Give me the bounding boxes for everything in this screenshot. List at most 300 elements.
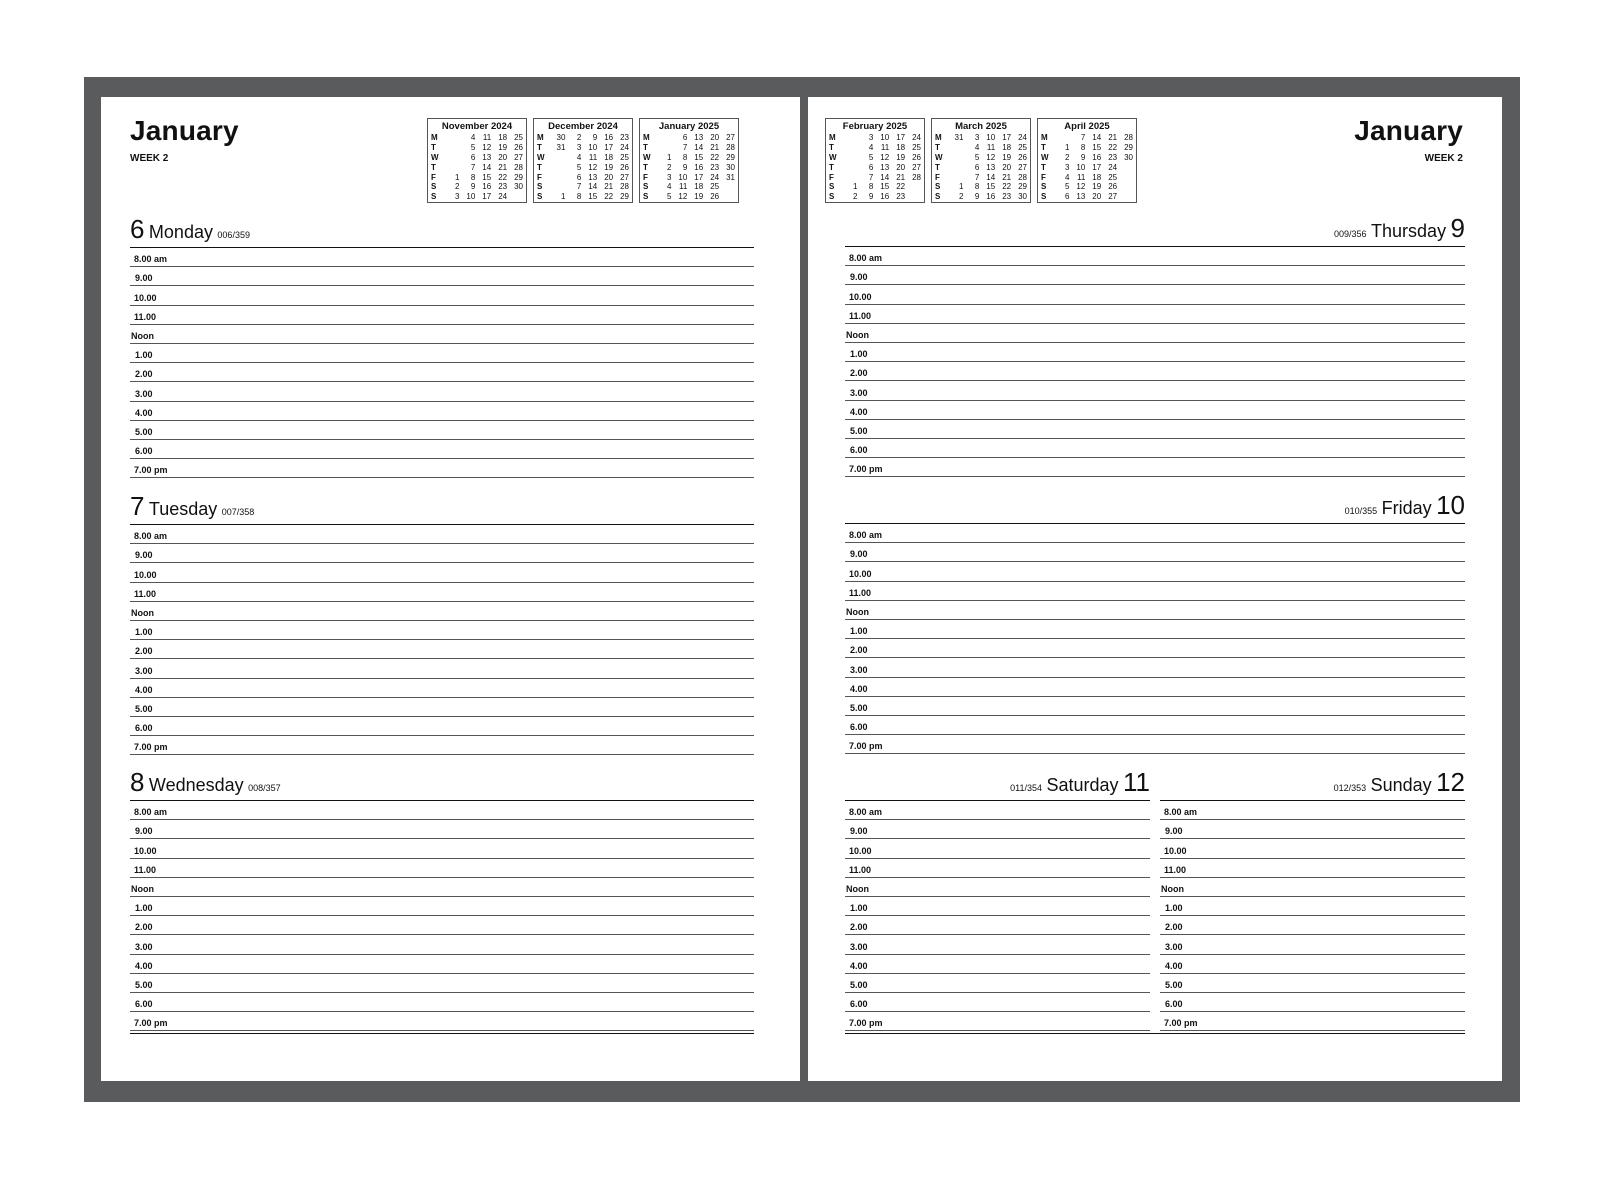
time-slot-row[interactable] — [130, 717, 754, 736]
time-slot-row[interactable] — [845, 801, 1150, 820]
time-slot-label: 8.00 am — [134, 254, 168, 265]
time-slot-label: 7.00 pm — [134, 1018, 168, 1029]
mini-calendar-date: 31 — [556, 142, 566, 152]
day-number: 10 — [1436, 490, 1465, 520]
mini-calendar-date: 30 — [556, 133, 566, 142]
mini-calendar-date — [948, 163, 964, 173]
time-slot-row[interactable] — [1160, 935, 1465, 954]
day-of-year-code: 009/356 — [1334, 229, 1367, 239]
time-slot-row[interactable] — [845, 916, 1150, 935]
time-slot-row[interactable] — [130, 363, 754, 382]
time-slot-row[interactable] — [845, 420, 1465, 439]
time-slot-row[interactable] — [130, 916, 754, 935]
mini-calendar-date: 14 — [986, 172, 996, 182]
time-slot-label: 1.00 — [850, 349, 868, 360]
mini-calendar-date: 24 — [620, 142, 629, 152]
mini-calendar-date: 5 — [666, 192, 672, 202]
mini-calendar-date: 12 — [986, 152, 996, 162]
time-slot-label: 11.00 — [849, 310, 872, 321]
mini-calendar-date: 14 — [1092, 133, 1102, 142]
mini-calendar-row — [431, 153, 523, 163]
mini-calendar-date: 16 — [1092, 152, 1102, 162]
day-section — [130, 216, 754, 478]
day-of-year-code: 011/354 — [1010, 783, 1043, 793]
time-slot-row[interactable] — [1160, 801, 1465, 820]
weekday-letter: W — [537, 152, 545, 162]
mini-calendar-row — [1041, 153, 1133, 163]
time-slot-row[interactable] — [845, 247, 1465, 266]
time-slot-row[interactable] — [845, 285, 1465, 304]
day-name: Thursday — [1371, 221, 1447, 241]
mini-calendar-date: 11 — [880, 142, 890, 152]
time-slot-label: 3.00 — [850, 387, 868, 398]
mini-calendar-date: 28 — [1124, 133, 1133, 142]
time-slot-row[interactable] — [845, 362, 1465, 381]
mini-calendar-date — [444, 163, 460, 173]
mini-calendar-row — [935, 192, 1027, 202]
time-slot-row[interactable] — [1160, 878, 1465, 897]
mini-calendar-date: 2 — [852, 192, 858, 202]
time-slot-row[interactable] — [845, 620, 1465, 639]
day-of-year-code: 012/353 — [1333, 783, 1367, 793]
weekday-letter: M — [935, 133, 942, 142]
time-slot-row[interactable] — [845, 381, 1465, 400]
mini-calendar-date: 16 — [986, 192, 996, 202]
time-slot-label: 3.00 — [1165, 941, 1183, 952]
time-slot-row[interactable] — [1160, 993, 1465, 1012]
mini-calendar-date: 15 — [588, 192, 598, 202]
mini-calendar-row — [829, 182, 921, 192]
mini-calendar-row — [643, 173, 735, 183]
time-slot-label: 6.00 — [135, 446, 153, 457]
mini-calendar-date: 10 — [466, 192, 476, 202]
mini-calendar-row — [537, 143, 629, 153]
mini-calendar-date: 13 — [880, 162, 890, 172]
mini-calendar-date: 10 — [678, 172, 688, 182]
time-slot-label: 4.00 — [850, 406, 868, 417]
weekday-letter: S — [1041, 192, 1047, 202]
mini-calendar-date — [905, 182, 921, 192]
mini-calendar-date: 17 — [694, 172, 704, 182]
time-slot-row[interactable] — [130, 736, 754, 755]
time-slot-label: 7.00 pm — [134, 742, 168, 753]
time-slot-row[interactable] — [845, 439, 1465, 458]
time-slot-row[interactable] — [130, 820, 754, 839]
time-slot-row[interactable] — [845, 974, 1150, 993]
time-slot-row[interactable] — [845, 639, 1465, 658]
time-slot-label: 9.00 — [850, 549, 868, 560]
mini-calendar-date: 23 — [896, 192, 906, 202]
mini-calendar-date: 14 — [694, 142, 704, 152]
mini-calendar-date: 19 — [498, 142, 508, 152]
mini-calendar-title: April 2025 — [1064, 121, 1110, 132]
mini-calendar-date: 6 — [576, 172, 582, 182]
mini-calendar-date: 27 — [726, 133, 735, 142]
time-slot-label: Noon — [846, 883, 869, 894]
time-slot-row[interactable] — [130, 659, 754, 678]
mini-calendar-date: 11 — [986, 142, 996, 152]
mini-calendar-date: 5 — [470, 142, 476, 152]
weekday-letter: T — [537, 142, 542, 152]
day-section — [845, 215, 1465, 477]
weekday-letter: S — [1041, 182, 1047, 192]
time-slot-row[interactable] — [130, 698, 754, 717]
mini-calendar-date: 11 — [482, 133, 492, 142]
mini-calendar-row — [935, 173, 1027, 183]
mini-calendar-date: 12 — [482, 142, 492, 152]
time-slot-label: 1.00 — [850, 903, 868, 914]
mini-calendar-date: 20 — [604, 172, 614, 182]
time-slot-row[interactable] — [130, 544, 754, 563]
mini-calendar-date: 27 — [1018, 162, 1027, 172]
mini-calendar-date: 24 — [912, 133, 921, 142]
mini-calendar-date: 23 — [710, 162, 720, 172]
mini-calendar-date — [1054, 133, 1070, 143]
mini-calendar-date: 20 — [1092, 192, 1102, 202]
mini-calendar-date: 22 — [896, 182, 906, 192]
mini-calendar-row — [829, 163, 921, 173]
time-slot-row[interactable] — [845, 859, 1150, 878]
mini-calendar-row — [935, 143, 1027, 153]
mini-calendar-date: 9 — [470, 182, 476, 192]
time-slot-label: 2.00 — [850, 645, 868, 656]
day-number: 12 — [1436, 767, 1465, 797]
time-slot-row[interactable] — [130, 286, 754, 305]
time-slot-label: 4.00 — [135, 684, 153, 695]
mini-calendar-date: 1 — [1064, 142, 1070, 152]
time-slot-row[interactable] — [130, 839, 754, 858]
time-slot-label: 2.00 — [135, 646, 153, 657]
time-slot-row[interactable] — [845, 458, 1465, 477]
mini-calendar-date: 26 — [514, 142, 523, 152]
time-slot-label: 11.00 — [134, 311, 157, 322]
time-slot-row[interactable] — [130, 306, 754, 325]
mini-calendar-date: 19 — [604, 162, 614, 172]
mini-calendar-date — [842, 173, 858, 183]
weekday-letter: S — [431, 182, 437, 192]
weekday-letter: S — [935, 192, 941, 202]
weekday-letter: M — [1041, 133, 1048, 142]
mini-calendar-date: 5 — [974, 152, 980, 162]
mini-calendar-date — [444, 133, 460, 143]
mini-calendar-title: November 2024 — [441, 121, 513, 132]
mini-calendar-date: 13 — [1076, 192, 1086, 202]
weekday-letter: S — [537, 192, 543, 202]
mini-calendar-date: 5 — [1064, 182, 1070, 192]
time-slot-label: 11.00 — [849, 587, 872, 598]
day-of-year-code: 010/355 — [1344, 506, 1378, 516]
mini-calendar-date: 8 — [470, 172, 476, 182]
time-slot-row[interactable] — [130, 325, 754, 344]
mini-calendar-date: 7 — [974, 172, 980, 182]
time-slot-row[interactable] — [130, 859, 754, 878]
time-slot-row[interactable] — [130, 878, 754, 897]
mini-calendar-row — [829, 173, 921, 183]
mini-calendar-row — [643, 163, 735, 173]
time-slot-label: 3.00 — [135, 665, 153, 676]
page-bottom-rule — [845, 1033, 1465, 1034]
time-slot-row[interactable] — [845, 582, 1465, 601]
time-slot-row[interactable] — [845, 878, 1150, 897]
mini-calendar-date: 10 — [986, 133, 996, 142]
mini-calendar-date: 9 — [592, 133, 598, 142]
mini-calendar-date: 3 — [974, 133, 980, 142]
mini-calendar-date: 28 — [1018, 172, 1027, 182]
time-slot-row[interactable] — [130, 801, 754, 820]
mini-calendar-row — [431, 182, 523, 192]
time-slot-row[interactable] — [130, 344, 754, 363]
mini-calendar-date: 26 — [710, 192, 720, 202]
time-slot-row[interactable] — [845, 601, 1465, 620]
time-slot-label: Noon — [131, 883, 154, 894]
mini-calendar-date: 25 — [1108, 172, 1118, 182]
mini-calendar-date: 7 — [682, 142, 688, 152]
time-slot-row[interactable] — [845, 1012, 1150, 1031]
weekday-letter: S — [643, 182, 649, 192]
mini-calendar-date: 6 — [682, 133, 688, 142]
mini-calendar-date: 23 — [1002, 192, 1012, 202]
time-slot-row[interactable] — [1160, 955, 1465, 974]
time-slot-row[interactable] — [1160, 859, 1465, 878]
mini-calendar-date: 27 — [514, 152, 523, 162]
weekday-letter: S — [537, 182, 543, 192]
mini-calendar-date: 25 — [620, 152, 629, 162]
mini-calendar-date — [905, 192, 921, 202]
weekday-letter: W — [935, 152, 943, 162]
mini-calendar-row — [935, 133, 1027, 143]
time-slot-row[interactable] — [845, 305, 1465, 324]
mini-calendar-row — [829, 143, 921, 153]
mini-calendar-date: 25 — [912, 142, 921, 152]
mini-calendar-date — [507, 192, 523, 202]
mini-calendar-date: 2 — [1064, 152, 1070, 162]
weekday-letter: S — [935, 182, 941, 192]
time-slot-row[interactable] — [130, 935, 754, 954]
mini-calendar-row — [537, 133, 629, 143]
time-slot-label: 10.00 — [134, 569, 157, 580]
mini-calendar-date: 13 — [588, 172, 598, 182]
time-slot-row[interactable] — [1160, 820, 1465, 839]
time-slot-label: Noon — [1161, 883, 1184, 894]
mini-calendar-row — [1041, 192, 1133, 202]
time-slot-label: 4.00 — [850, 960, 868, 971]
time-slot-label: 2.00 — [1165, 922, 1183, 933]
time-slot-row[interactable] — [845, 697, 1465, 716]
time-slot-label: 11.00 — [134, 588, 157, 599]
right-page — [808, 97, 1502, 1081]
day-number: 7 — [130, 491, 145, 521]
mini-calendar — [427, 118, 527, 203]
day-header — [130, 493, 754, 525]
time-slot-label: 5.00 — [1165, 979, 1183, 990]
mini-calendar-date: 16 — [880, 192, 890, 202]
time-slot-row[interactable] — [845, 658, 1465, 677]
weekday-letter: W — [431, 152, 439, 162]
mini-calendar-date: 4 — [974, 142, 980, 152]
mini-calendar-date: 18 — [498, 133, 508, 142]
time-slot-row[interactable] — [1160, 897, 1465, 916]
time-slot-label: 10.00 — [134, 845, 157, 856]
time-slot-row[interactable] — [130, 583, 754, 602]
time-slot-label: 3.00 — [135, 388, 153, 399]
time-slot-label: 5.00 — [850, 702, 868, 713]
mini-calendar-date: 10 — [588, 142, 598, 152]
mini-calendar-date: 24 — [1108, 162, 1118, 172]
time-slot-row[interactable] — [130, 563, 754, 582]
time-slot-row[interactable] — [130, 640, 754, 659]
time-slot-label: 6.00 — [1165, 999, 1183, 1010]
mini-calendar-date: 13 — [986, 162, 996, 172]
week-label: WEEK 2 — [1424, 153, 1463, 164]
mini-calendar-date: 6 — [868, 162, 874, 172]
time-slot-row[interactable] — [130, 897, 754, 916]
time-slot-label: 9.00 — [850, 272, 868, 283]
time-slot-row[interactable] — [1160, 974, 1465, 993]
time-slot-row[interactable] — [845, 343, 1465, 362]
time-slot-label: 6.00 — [135, 723, 153, 734]
time-slot-row[interactable] — [130, 993, 754, 1012]
time-slot-label: 10.00 — [134, 292, 157, 303]
mini-calendar-date: 25 — [1018, 142, 1027, 152]
mini-calendar-row — [1041, 143, 1133, 153]
mini-calendar-date: 7 — [576, 182, 582, 192]
mini-calendar-date: 21 — [1108, 133, 1118, 142]
time-slot-label: 6.00 — [850, 445, 868, 456]
time-slot-label: 5.00 — [850, 425, 868, 436]
time-slot-row[interactable] — [845, 839, 1150, 858]
weekday-letter: T — [537, 162, 542, 172]
mini-calendar-date: 21 — [710, 142, 720, 152]
time-slot-row[interactable] — [1160, 1012, 1465, 1031]
time-slot-label: 1.00 — [1165, 903, 1183, 914]
time-slot-label: 5.00 — [135, 979, 153, 990]
mini-calendar-date: 30 — [514, 182, 523, 192]
mini-calendar-date: 20 — [498, 152, 508, 162]
time-slot-row[interactable] — [845, 993, 1150, 1012]
time-slot-row[interactable] — [130, 421, 754, 440]
mini-calendar-row — [935, 153, 1027, 163]
time-slot-row[interactable] — [845, 897, 1150, 916]
weekday-letter: F — [1041, 172, 1046, 182]
time-slot-row[interactable] — [130, 525, 754, 544]
mini-calendar-row — [431, 173, 523, 183]
mini-calendar-date: 18 — [896, 142, 906, 152]
mini-calendar-date: 19 — [896, 152, 906, 162]
time-slot-row[interactable] — [845, 543, 1465, 562]
week-label: WEEK 2 — [130, 153, 169, 164]
mini-calendar-date: 23 — [498, 182, 508, 192]
time-slot-row[interactable] — [845, 562, 1465, 581]
mini-calendar-date: 5 — [576, 162, 582, 172]
time-slot-row[interactable] — [845, 324, 1465, 343]
time-slot-row[interactable] — [845, 678, 1465, 697]
mini-calendar-date — [719, 192, 735, 202]
time-slot-row[interactable] — [1160, 839, 1465, 858]
time-slot-row[interactable] — [845, 266, 1465, 285]
mini-calendar-date — [842, 153, 858, 163]
time-slot-row[interactable] — [130, 602, 754, 621]
time-slot-row[interactable] — [130, 402, 754, 421]
time-slot-row[interactable] — [130, 459, 754, 478]
time-slot-row[interactable] — [845, 955, 1150, 974]
mini-calendar-date: 17 — [482, 192, 492, 202]
mini-calendar-row — [643, 192, 735, 202]
time-slot-label: 10.00 — [849, 568, 872, 579]
time-slot-row[interactable] — [130, 679, 754, 698]
weekday-letter: S — [829, 192, 835, 202]
mini-calendar-date: 17 — [604, 142, 614, 152]
time-slot-row[interactable] — [130, 382, 754, 401]
time-slot-label: 9.00 — [135, 826, 153, 837]
day-number: 11 — [1123, 767, 1150, 797]
mini-calendar-row — [1041, 182, 1133, 192]
weekday-letter: T — [935, 142, 940, 152]
day-header — [845, 492, 1465, 524]
mini-calendar-date: 5 — [868, 152, 874, 162]
mini-calendar-date — [656, 143, 672, 153]
mini-calendar-date — [656, 133, 672, 143]
day-section — [130, 769, 754, 1031]
mini-calendar-row — [1041, 163, 1133, 173]
mini-calendar-date — [842, 163, 858, 173]
time-slot-row[interactable] — [1160, 916, 1465, 935]
day-header — [130, 216, 754, 248]
time-slot-row[interactable] — [130, 267, 754, 286]
time-slot-row[interactable] — [845, 820, 1150, 839]
time-slot-row[interactable] — [845, 401, 1465, 420]
time-slot-row[interactable] — [845, 935, 1150, 954]
time-slot-label: 8.00 am — [134, 531, 168, 542]
time-slot-label: 7.00 pm — [849, 464, 883, 475]
time-slot-row[interactable] — [845, 735, 1465, 754]
mini-calendar-date: 17 — [896, 133, 906, 142]
mini-calendar-title: January 2025 — [658, 121, 720, 132]
weekday-letter: M — [431, 133, 438, 142]
day-of-year-code: 006/359 — [217, 230, 250, 240]
mini-calendar-date: 4 — [576, 152, 582, 162]
mini-calendar — [931, 118, 1031, 203]
time-slot-label: 4.00 — [1165, 960, 1183, 971]
mini-calendar-date: 15 — [986, 182, 996, 192]
time-slot-row[interactable] — [130, 974, 754, 993]
mini-calendar-date: 20 — [1002, 162, 1012, 172]
mini-calendar-row — [537, 192, 629, 202]
mini-calendar-date — [842, 133, 858, 143]
mini-calendar-date: 15 — [482, 172, 492, 182]
weekday-letter: S — [829, 182, 835, 192]
time-slot-row[interactable] — [130, 621, 754, 640]
time-slot-row[interactable] — [130, 1012, 754, 1031]
mini-calendar-date: 13 — [482, 152, 492, 162]
weekday-letter: F — [935, 172, 940, 182]
time-slot-label: 11.00 — [134, 864, 157, 875]
mini-calendar-date: 8 — [974, 182, 980, 192]
time-slot-row[interactable] — [130, 440, 754, 459]
mini-calendar-date: 3 — [868, 133, 874, 142]
time-slot-row[interactable] — [845, 716, 1465, 735]
time-slot-row[interactable] — [130, 248, 754, 267]
mini-calendar-title: December 2024 — [548, 121, 618, 132]
mini-calendar-row — [935, 182, 1027, 192]
day-name: Wednesday — [148, 775, 244, 795]
time-slot-label: 2.00 — [850, 368, 868, 379]
time-slot-row[interactable] — [130, 955, 754, 974]
mini-calendar-date: 29 — [620, 192, 629, 202]
mini-calendar-date: 9 — [974, 192, 980, 202]
mini-calendar-date: 12 — [588, 162, 598, 172]
mini-calendar-date: 6 — [1064, 192, 1070, 202]
time-slot-row[interactable] — [845, 524, 1465, 543]
